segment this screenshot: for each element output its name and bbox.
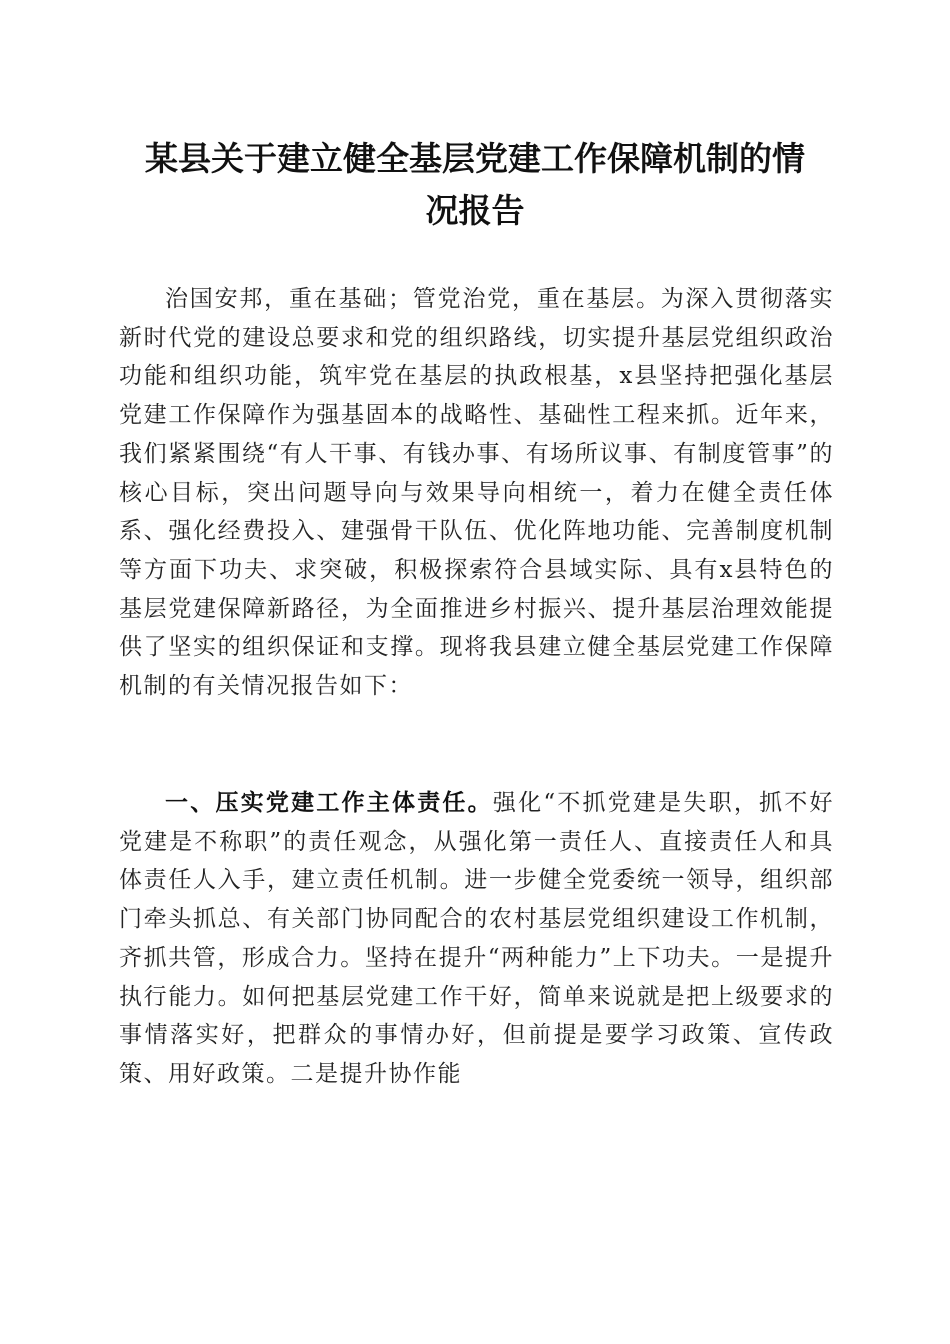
- section-1-heading: 一、压实党建工作主体责任。: [165, 789, 493, 816]
- title-line-2: 况报告: [425, 191, 525, 230]
- title-line-1: 某县关于建立健全基层党建工作保障机制的情: [145, 139, 805, 178]
- section-1-paragraph: [119, 784, 834, 1094]
- intro-paragraph: 治国安邦，重在基础；管党治党，重在基层。为深入贯彻落实新时代党的建设总要求和党的组织路线，切实提升基层党组织政治功能和组织功能，筑牢党在基层的执政根基，x县坚持把强化基层党建工作保障作为强基固本的战略性、基础性工程来抓。近年来，我们紧紧围绕“有人干事、有钱办事、有场所议事、有制度管事”的核心目标，突出问题导向与效果导向相统一，着力在健全责任体系、强化经费投入、建强骨干队伍、优化阵地功能、完善制度机制等方面下功夫、求突破，积极探索符合县域实际、具有x县特色的基层党建保障新路径，为全面推进乡村振兴、提升基层治理效能提供了坚实的组织保证和支撑。现将我县建立健全基层党建工作保障机制的有关情况报告如下：: [119, 286, 834, 700]
- section-1-body: 强化“不抓党建是失职，抓不好党建是不称职”的责任观念，从强化第一责任人、直接责任人和具体责任人入手，建立责任机制。进一步健全党委统一领导，组织部门牵头抓总、有关部门协同配合的农村基层党组织建设工作机制，齐抓共管，形成合力。坚持在提升“两种能力”上下功夫。一是提升执行能力。如何把基层党建工作干好，简单来说就是把上级要求的事情落实好，把群众的事情办好，但前提是要学习政策、宣传政策、用好政策。二是提升协作能: [119, 790, 835, 1087]
- document-title: [110, 133, 840, 237]
